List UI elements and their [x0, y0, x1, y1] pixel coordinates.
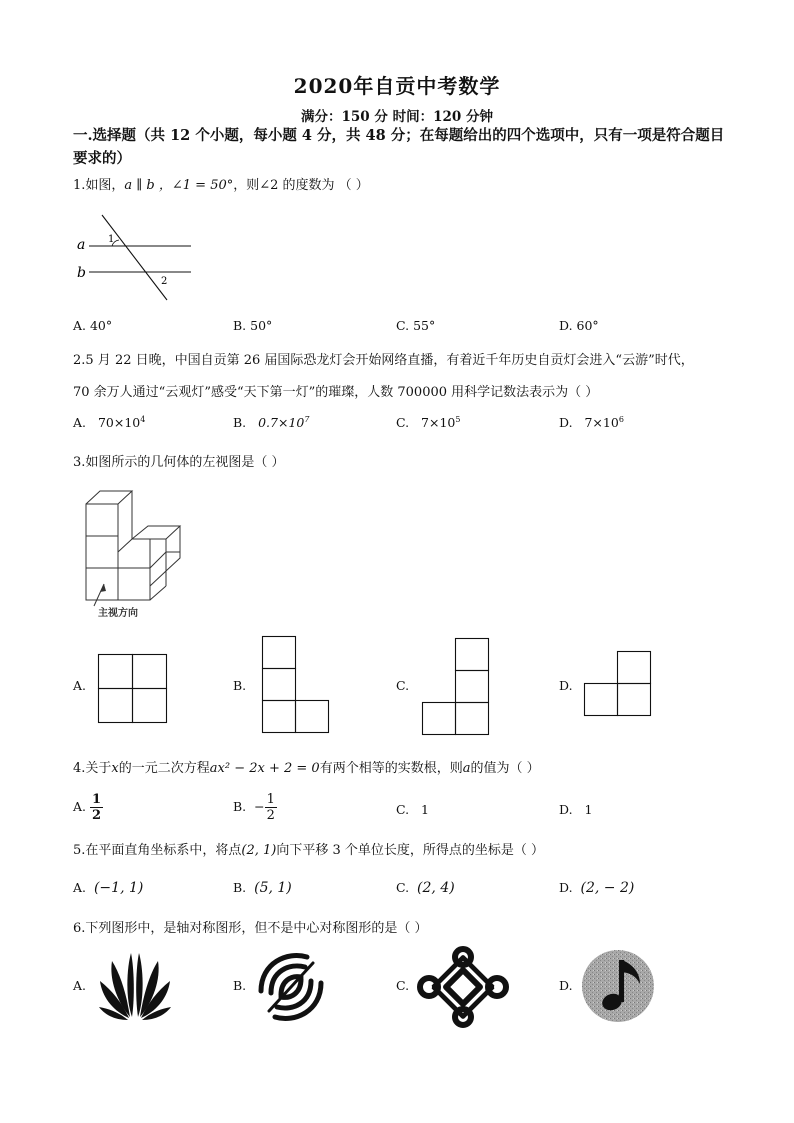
q1-label-1: 1 [108, 234, 115, 245]
q2-option-c-exp: 5 [455, 415, 461, 424]
q4-option-b-sign: − [254, 799, 265, 814]
question-1 [73, 173, 743, 199]
q2-option-c-letter: C. [396, 415, 410, 431]
q1-label-a: a [77, 237, 86, 253]
q5-point: (2, 1) [241, 843, 277, 858]
q2-option-b-letter: B. [233, 415, 247, 431]
q1-figure [75, 212, 195, 302]
q4-option-c[interactable] [396, 802, 429, 817]
q4-option-c-value: 1 [421, 802, 429, 817]
q4-text-c: 有两个相等的实数根，则 [319, 761, 463, 776]
q3-view-direction-caption: 主视方向 [98, 608, 138, 619]
q2-line-1: 2.5 月 22 日晚，中国自贡第 26 届国际恐龙灯会开始网络直播，有着近千年历史自贡灯会进入“云游”时代， [73, 353, 694, 368]
q3-option-a-figure[interactable] [98, 654, 168, 724]
q3-solid-figure [70, 488, 190, 623]
huawei-logo-icon[interactable] [98, 950, 172, 1024]
q4-option-c-letter: C. [396, 802, 410, 817]
q2-option-c[interactable] [396, 415, 460, 430]
q4-text-a: 4.关于 [73, 761, 112, 776]
q3-option-d-figure[interactable] [584, 651, 654, 721]
q6-option-b[interactable]: B. [233, 978, 247, 993]
question-2 [73, 345, 743, 409]
q1-option-d[interactable]: D. 60° [559, 318, 599, 333]
exam-info: 满分：150 分 时间：120 分钟 [301, 109, 493, 125]
china-mobile-logo-icon[interactable] [254, 950, 328, 1024]
q1-text-a: 1.如图， [73, 178, 125, 193]
q3-option-a[interactable]: A. [73, 678, 87, 693]
q2-option-d[interactable] [559, 415, 624, 430]
q4-option-b-letter: B. [233, 799, 247, 814]
q3-option-b-figure[interactable] [262, 636, 332, 736]
q2-option-a[interactable] [73, 415, 145, 430]
q4-text-d: 的值为（ ） [470, 761, 540, 776]
q4-text-b: 的一元二次方程 [118, 761, 210, 776]
question-4 [73, 756, 743, 782]
q1-text-b: ，则∠2 的度数为 （ ） [233, 178, 369, 193]
q6-option-c[interactable]: C. [396, 978, 410, 993]
q4-var-x: x [111, 761, 119, 776]
q5-option-d[interactable] [559, 880, 634, 896]
q2-option-b-exp: 7 [304, 415, 310, 424]
q1-label-2: 2 [161, 276, 168, 287]
q4-option-a-den: 2 [92, 808, 102, 823]
q5-option-b[interactable] [233, 880, 292, 896]
q2-option-d-letter: D. [559, 415, 573, 431]
q1-label-b: b [77, 265, 86, 281]
q2-option-a-base: 70×10 [97, 415, 141, 431]
q4-option-b-num: 1 [266, 792, 275, 807]
q5-option-a[interactable] [73, 880, 143, 896]
question-6: 6.下列图形中，是轴对称图形，但不是中心对称图形的是（ ） [73, 921, 428, 936]
q5-option-d-letter: D. [559, 880, 573, 895]
q1-option-a[interactable]: A. 40° [73, 318, 113, 333]
q5-text-b: 向下平移 3 个单位长度，所得点的坐标是（ ） [276, 843, 545, 858]
q5-option-c-letter: C. [396, 880, 410, 895]
q5-option-a-value: (−1, 1) [93, 880, 144, 896]
q4-option-b-fraction [265, 792, 277, 823]
q2-option-d-base: 7×10 [584, 415, 619, 431]
q5-option-c[interactable] [396, 880, 455, 896]
q3-option-c-figure[interactable] [422, 638, 492, 738]
q4-option-a-fraction [90, 792, 103, 823]
page-title: 2020年自贡中考数学 [293, 74, 501, 98]
q5-option-d-value: (2, − 2) [580, 880, 635, 896]
q1-math: a ∥ b ，∠1 = 50° [124, 178, 234, 193]
q4-option-d[interactable] [559, 802, 592, 817]
q1-option-c[interactable]: C. 55° [396, 318, 436, 333]
q2-option-a-letter: A. [73, 415, 87, 431]
q4-option-d-value: 1 [584, 802, 593, 817]
q3-option-b[interactable]: B. [233, 678, 247, 693]
china-unicom-knot-icon[interactable] [416, 946, 510, 1028]
q4-option-d-letter: D. [559, 802, 573, 817]
section-heading: 一.选择题（共 12 个小题，每小题 4 分，共 48 分；在每题给出的四个选项中，只有一项是符合题目要求的） [73, 127, 725, 167]
q4-var-a: a [462, 761, 471, 776]
q5-text-a: 5.在平面直角坐标系中，将点 [73, 843, 242, 858]
q2-line-2: 70 余万人通过“云观灯”感受“天下第一灯”的璀璨，人数 700000 用科学记数法表示为（ ） [73, 385, 599, 400]
q2-option-b[interactable] [233, 415, 309, 430]
q5-option-a-letter: A. [73, 880, 87, 895]
q2-option-a-exp: 4 [140, 415, 146, 424]
q5-option-b-value: (5, 1) [254, 880, 292, 896]
q4-equation: ax² − 2x + 2 = 0 [209, 761, 320, 776]
q5-option-c-value: (2, 4) [417, 880, 455, 896]
q3-option-c[interactable]: C. [396, 678, 410, 693]
q2-option-c-base: 7×10 [421, 415, 456, 431]
q4-option-b-den: 2 [266, 808, 275, 823]
q4-option-b[interactable] [233, 792, 277, 823]
q1-option-b[interactable]: B. 50° [233, 318, 273, 333]
music-note-logo-icon[interactable] [580, 948, 656, 1024]
question-5 [73, 838, 743, 864]
q6-option-a[interactable]: A. [73, 978, 87, 993]
q3-option-d[interactable]: D. [559, 678, 573, 693]
q2-option-d-exp: 6 [618, 415, 624, 424]
q6-option-d[interactable]: D. [559, 978, 573, 993]
q4-option-a-letter: A. [73, 799, 87, 814]
question-3: 3.如图所示的几何体的左视图是（ ） [73, 455, 285, 470]
q4-option-a-num: 1 [92, 792, 102, 807]
q2-option-b-base: 0.7×10 [258, 415, 305, 431]
q4-option-a[interactable] [73, 792, 103, 823]
q5-option-b-letter: B. [233, 880, 247, 895]
